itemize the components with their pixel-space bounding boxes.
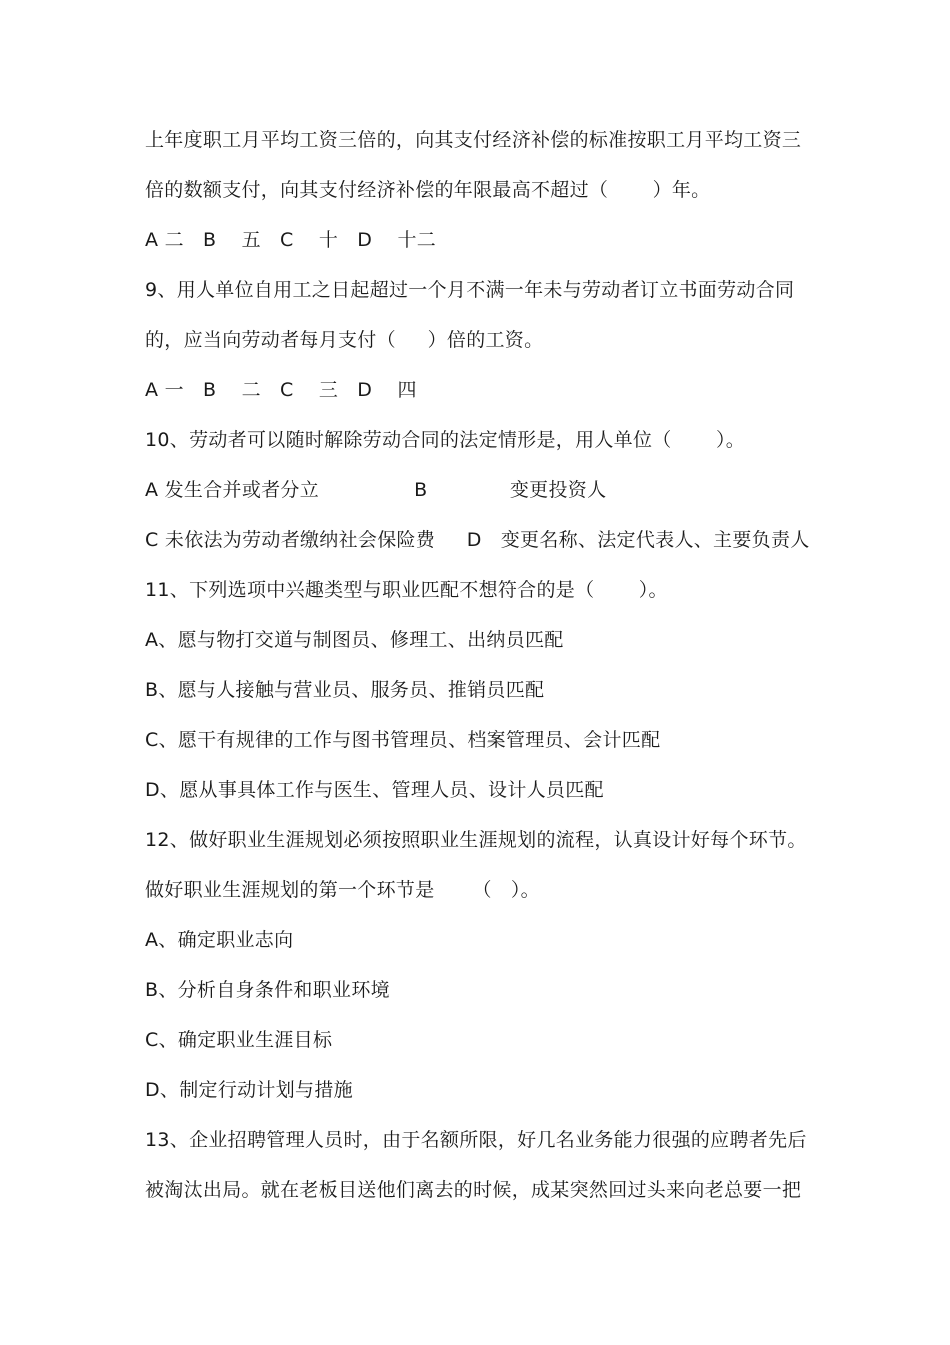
option-d: D、制定行动计划与措施: [145, 1079, 353, 1101]
option-a: A、确定职业志向: [145, 929, 294, 951]
option-c: C、愿干有规律的工作与图书管理员、档案管理员、会计匹配: [145, 729, 661, 751]
options-line: A 一 B 二 C 三 D 四: [145, 379, 417, 401]
option-c: C、确定职业生涯目标: [145, 1029, 333, 1051]
text-line: 被淘汰出局。就在老板目送他们离去的时候，成某突然回过头来向老总要一把: [145, 1179, 802, 1201]
options-line: A 二 B 五 C 十 D 十二: [145, 229, 437, 251]
text-line: 做好职业生涯规划的第一个环节是 （ ）。: [145, 879, 540, 901]
text-line: 倍的数额支付，向其支付经济补偿的年限最高不超过（ ）年。: [145, 179, 711, 201]
option-b: B、愿与人接触与营业员、服务员、推销员匹配: [145, 679, 545, 701]
question-9: 9、用人单位自用工之日起超过一个月不满一年未与劳动者订立书面劳动合同: [145, 279, 795, 301]
options-line: A 发生合并或者分立 B 变更投资人: [145, 479, 607, 501]
options-line: C 未依法为劳动者缴纳社会保险费 D 变更名称、法定代表人、主要负责人: [145, 529, 810, 551]
option-b: B、分析自身条件和职业环境: [145, 979, 390, 1001]
question-10: 10、劳动者可以随时解除劳动合同的法定情形是，用人单位（ ）。: [145, 429, 746, 451]
text-line: 上年度职工月平均工资三倍的，向其支付经济补偿的标准按职工月平均工资三: [145, 129, 802, 151]
question-12: 12、做好职业生涯规划必须按照职业生涯规划的流程，认真设计好每个环节。: [145, 829, 807, 851]
question-13: 13、企业招聘管理人员时，由于名额所限，好几名业务能力很强的应聘者先后: [145, 1129, 807, 1151]
option-a: A、愿与物打交道与制图员、修理工、出纳员匹配: [145, 629, 564, 651]
question-11: 11、下列选项中兴趣类型与职业匹配不想符合的是（ ）。: [145, 579, 668, 601]
option-d: D、愿从事具体工作与医生、管理人员、设计人员匹配: [145, 779, 604, 801]
text-line: 的，应当向劳动者每月支付（ ）倍的工资。: [145, 329, 544, 351]
